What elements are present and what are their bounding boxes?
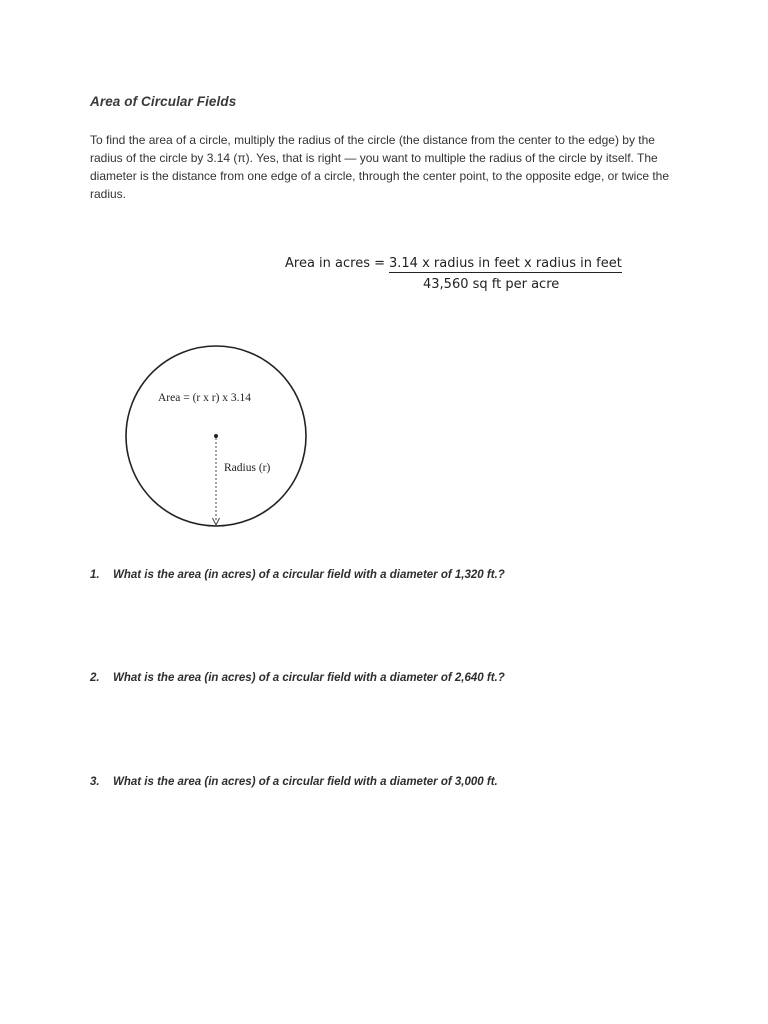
- formula-numerator: 3.14 x radius in feet x radius in feet: [389, 256, 622, 271]
- question-text: What is the area (in acres) of a circular field with a diameter of 2,640 ft.?: [113, 672, 505, 684]
- center-point: [214, 434, 218, 438]
- intro-paragraph: To find the area of a circle, multiply the radius of the circle (the distance from the center to the edge) by the radius of the circle by 3.14 (π). Yes, that is right — you want to multiple the radius of the circle by itself. The diameter is the distance from one edge of a circle, through the center point, to the opposite edge, or twice the radius.: [90, 133, 670, 201]
- page-title: Area of Circular Fields: [90, 94, 237, 109]
- circle-figure: [118, 336, 318, 536]
- formula-lhs: Area in acres =: [285, 256, 386, 271]
- question-3: [90, 776, 498, 788]
- radius-label: Radius (r): [224, 462, 271, 474]
- question-number: 3.: [90, 776, 100, 788]
- question-number: 2.: [90, 672, 100, 684]
- circle-diagram: [118, 336, 318, 541]
- question-number: 1.: [90, 569, 100, 581]
- question-2: [90, 672, 505, 684]
- question-1: [90, 569, 505, 581]
- area-label: Area = (r x r) x 3.14: [158, 392, 252, 404]
- question-text: What is the area (in acres) of a circular field with a diameter of 1,320 ft.?: [113, 569, 505, 581]
- formula-denominator: 43,560 sq ft per acre: [423, 277, 560, 292]
- question-text: What is the area (in acres) of a circular field with a diameter of 3,000 ft.: [113, 776, 498, 788]
